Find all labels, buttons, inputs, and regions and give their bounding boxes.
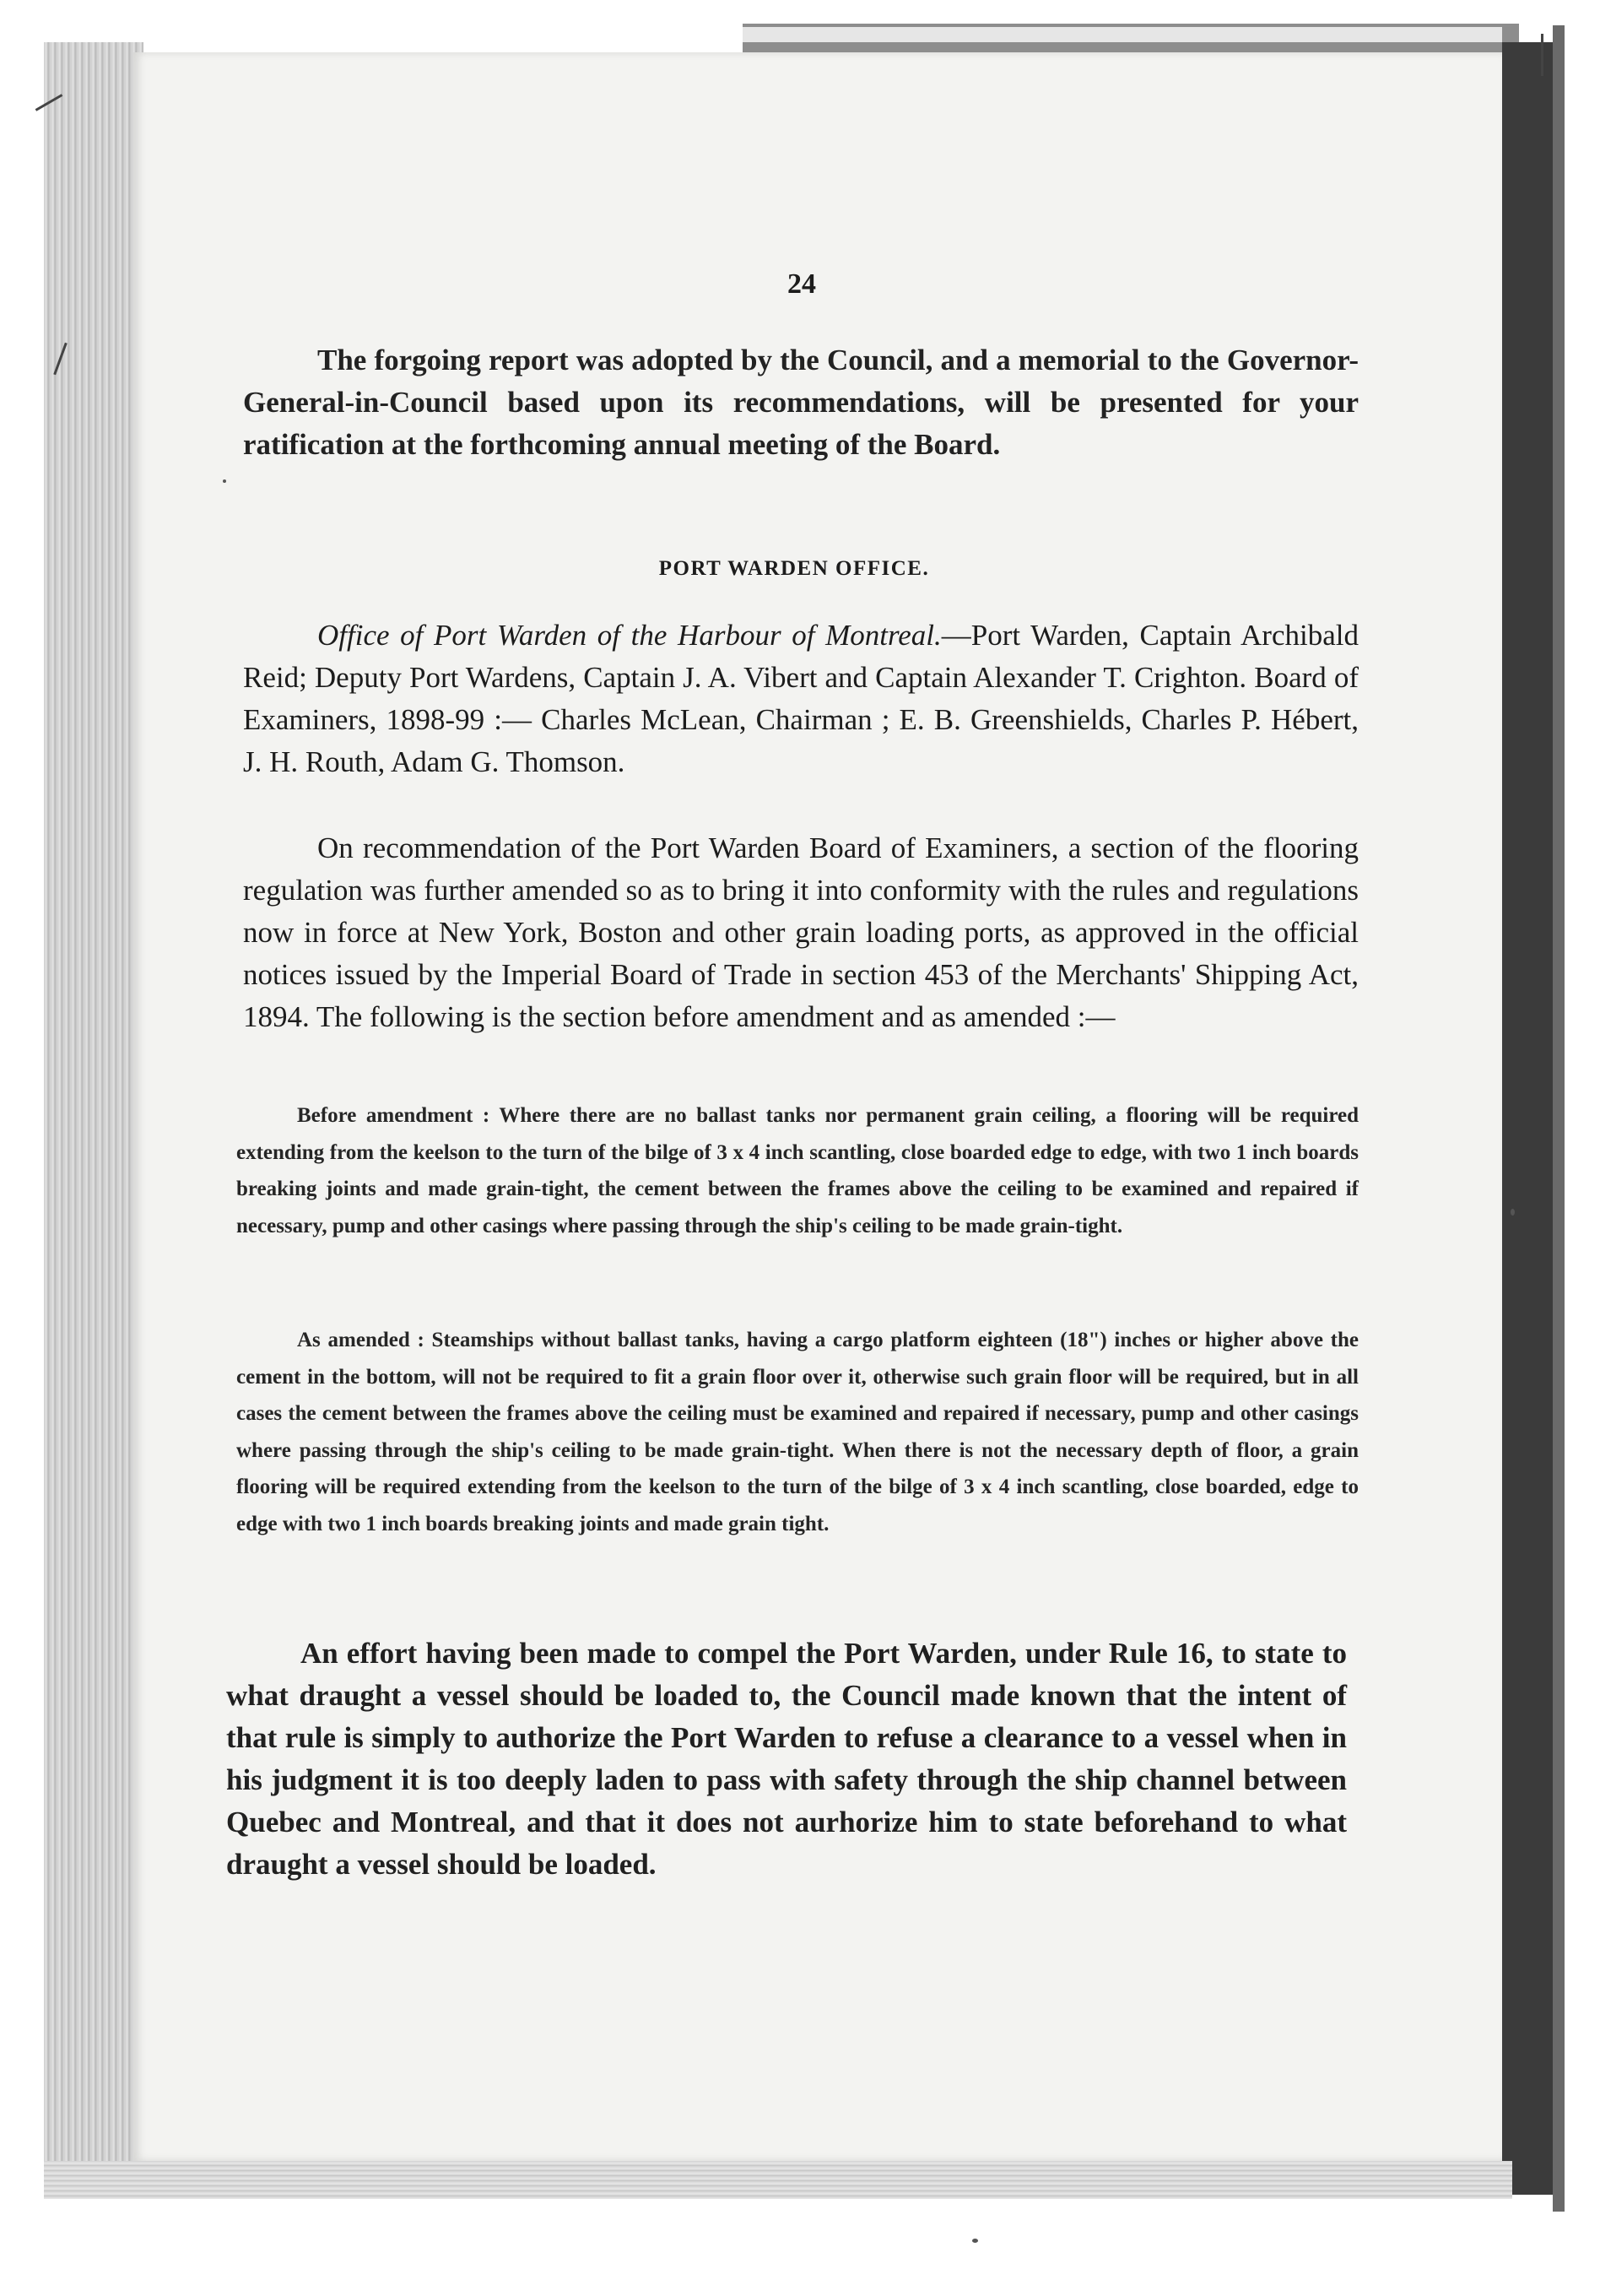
book-backing-edge [1553,25,1565,2212]
paper-speck [1541,34,1543,76]
quote-before-amendment: Before amendment : Where there are no ballast tanks nor permanent grain ceiling, a flooring will be required extending from the keelson to the turn of the bilge of 3 x 4 inch scantling, close boarded edge to edge, with two 1 inch boards breaking joints and made grain-tight, the cement between the frames above the ceiling to be examined and repaired if necessary, pump and other casings where passing through the ship's ceiling to be made grain-tight. [236,1104,1359,1237]
book-backing-board [1502,42,1553,2195]
paragraph-italic-lead: Office of Port Warden of the Harbour of Montreal. [317,619,942,652]
stacked-page-edges-bottom [44,2161,1512,2199]
paragraph-port-warden-office [243,615,1359,783]
paragraph-officers-text: —Port Warden, Captain Archibald Reid; Deputy Port Wardens, Captain J. A. Vibert and Captain Alexander T. Crighton. Board of Examiners, 1898-99 :— Charles McLean, Chairman ; E. B. Greenshields, Charles P. Hébert, J. H. Routh, Adam G. Thomson. [243,619,1359,778]
section-heading: PORT WARDEN OFFICE. [658,557,930,580]
paper-speck [223,479,226,483]
paper-speck [972,2239,978,2243]
paragraph-report-adopted: The forgoing report was adopted by the Council, and a memorial to the Governor-General-in-Council based upon its recommendations, will be presented for your ratification at the forthcoming annual meeting of the Board. [243,344,1359,461]
quote-as-amended: As amended : Steamships without ballast tanks, having a cargo platform eighteen (18") inches or higher above the cement in the bottom, will not be required to fit a grain floor over it, otherwise such grain floor will be required, but in all cases the cement between the frames above the ceiling must be examined and repaired if necessary, pump and other casings where passing through the ship's ceiling to be made grain-tight. When there is not the necessary depth of floor, a grain flooring will be required extending from the keelson to the turn of the bilge of 3 x 4 inch scantling, close boarded, edge to edge with two 1 inch boards breaking joints and made grain tight. [236,1329,1359,1535]
paragraph-rule-16: An effort having been made to compel the Port Warden, under Rule 16, to state to what draught a vessel should be loaded to, the Council made known that the intent of that rule is simply to authorize the Port Warden to refuse a clearance to a vessel when in his judgment it is too deeply laden to pass with safety through the ship channel between Quebec and Montreal, and that it does not aurhorize him to state beforehand to what draught a vessel should be loaded. [226,1637,1347,1881]
paper-speck [1511,1209,1515,1216]
paragraph-recommendation: On recommendation of the Port Warden Board of Examiners, a section of the flooring regulation was further amended so as to bring it into conformity with the rules and regulations now in force at New York, Boston and other grain loading ports, as approved in the official notices issued by the Imperial Board of Trade in section 453 of the Merchants' Shipping Act, 1894. The following is the section before amendment and as amended :— [243,831,1359,1033]
page-number: 24 [787,268,816,300]
top-page-tab-highlight [743,27,1502,42]
